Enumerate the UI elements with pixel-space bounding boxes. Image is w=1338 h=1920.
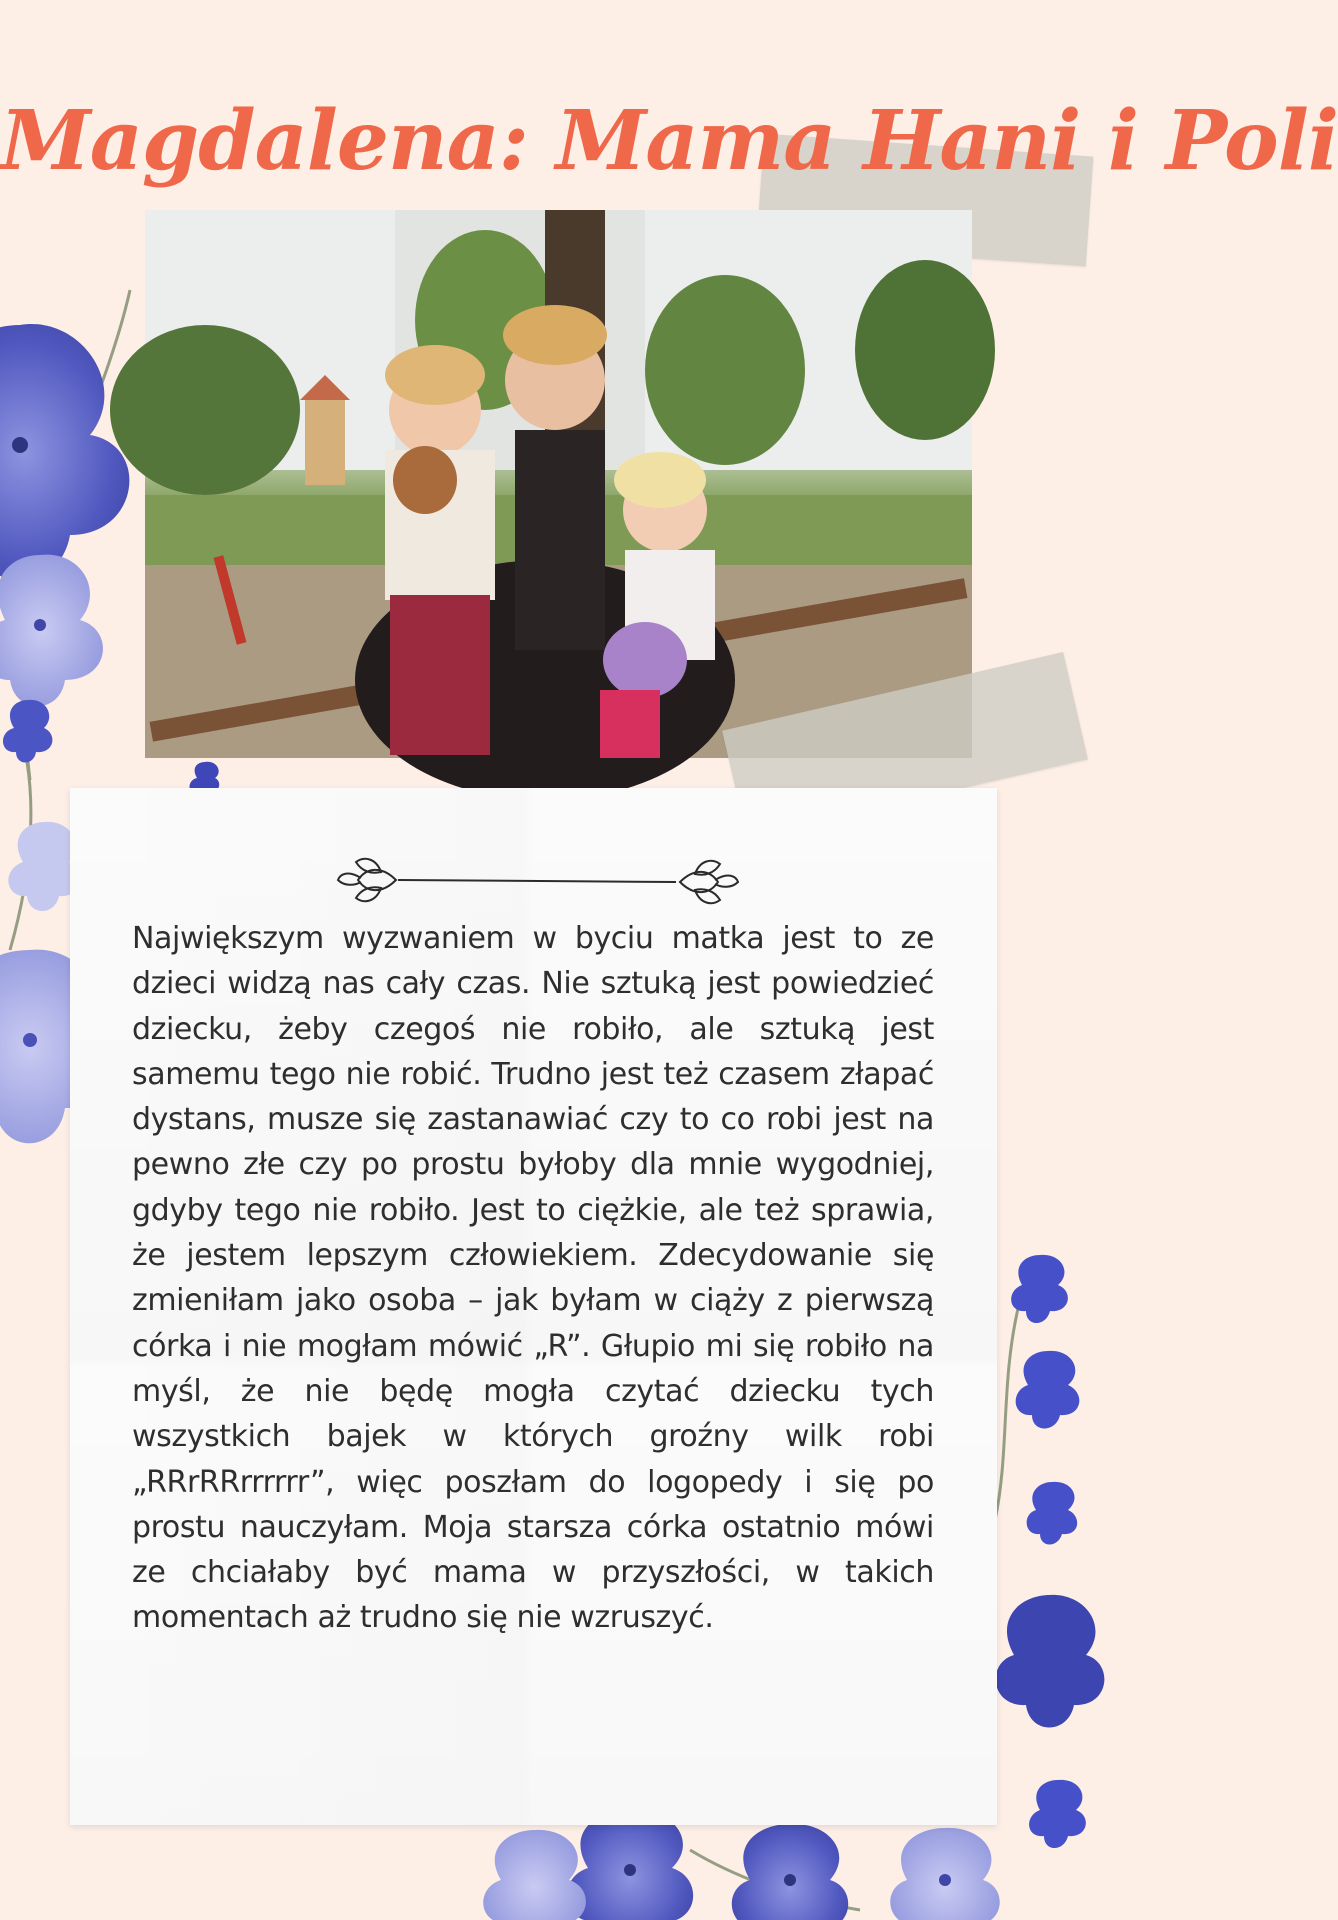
hydrangea-flower-icon [0,324,129,580]
laurel-divider-icon [336,850,740,910]
story-text: Największym wyzwaniem w byciu matka jest to ze dzieci widzą nas cały czas. Nie sztuką jest powiedzieć dziecku, żeby czegoś nie robiło, ale sztuką jest samemu tego nie robić. Trudno jest też czasem złapać dystans, musze się zastanawiać czy to co robi jest na pewno złe czy po prostu byłoby dla mnie wygodniej, gdyby tego nie robiło. Jest to ciężkie, ale też sprawia, że jestem lepszym człowiekiem. Zdecydowanie się zmieniłam jako osoba – jak byłam w ciąży z pierwszą córka i nie mogłam mówić „R”. Głupio mi się robiło na myśl, że nie będę mogła czytać dziecku tych wszystkich bajek w których groźny wilk robi „RRrRRrrrrrr”, więc poszłam do logopedy i się po prostu nauczyłam. Moja starsza córka ostatnio mówi ze chciałaby być mama w przyszłości, w takich momentach aż trudno się nie wzruszyć. [132,921,934,1636]
family-photo [145,210,972,758]
page-title: Magdalena: Mama Hani i Poli [0,92,1338,189]
family-photo-image [145,210,972,758]
